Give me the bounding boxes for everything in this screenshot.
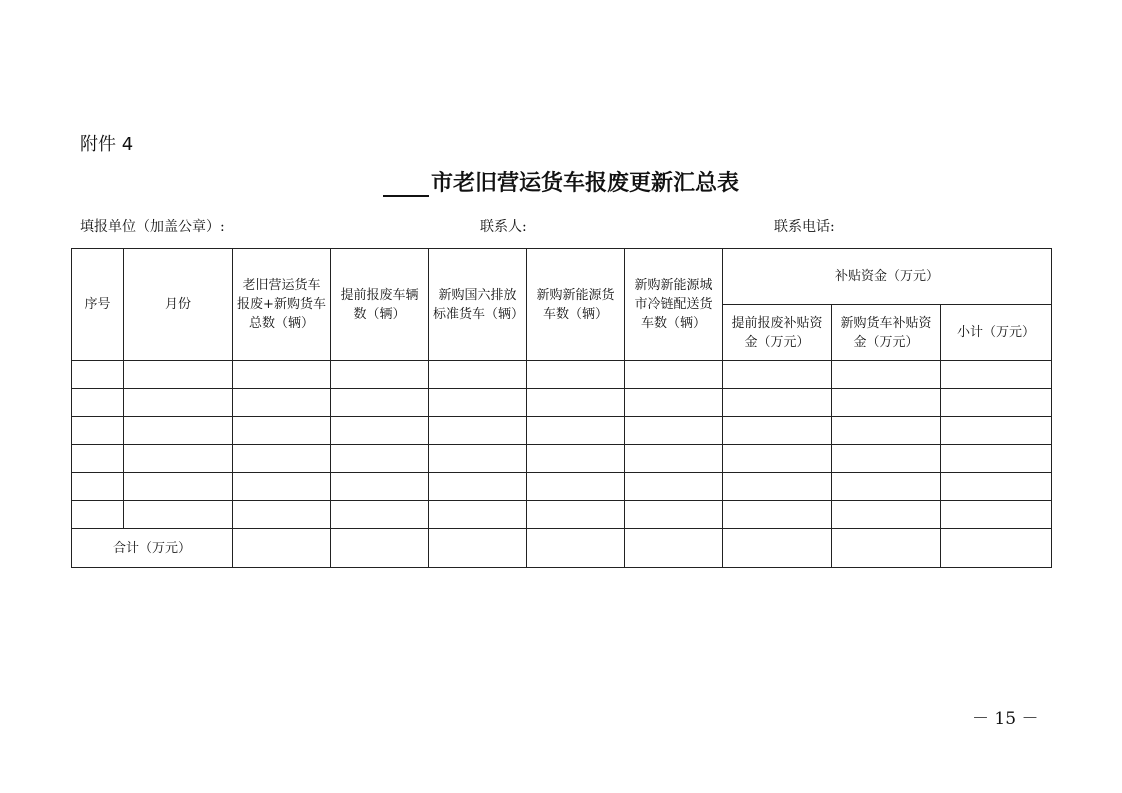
contact-phone-label: 联系电话: — [774, 219, 835, 235]
table-cell[interactable] — [527, 389, 625, 417]
table-cell[interactable] — [527, 361, 625, 389]
table-cell[interactable] — [625, 361, 723, 389]
table-cell[interactable] — [832, 361, 941, 389]
table-cell[interactable] — [124, 361, 233, 389]
attachment-label: 附件 4 — [80, 134, 134, 155]
total-label: 合计（万元） — [72, 529, 233, 568]
header-subsidy-early-scrap: 提前报废补贴资金（万元） — [723, 305, 832, 361]
table-cell[interactable] — [723, 445, 832, 473]
table-cell[interactable] — [527, 501, 625, 529]
header-subsidy-new-truck: 新购货车补贴资金（万元） — [832, 305, 941, 361]
table-cell[interactable] — [527, 473, 625, 501]
city-name-blank[interactable] — [383, 173, 429, 197]
table-cell[interactable] — [331, 501, 429, 529]
table-row — [72, 501, 1052, 529]
table-cell[interactable] — [527, 417, 625, 445]
table-cell[interactable] — [625, 501, 723, 529]
page-number: － 15 － — [972, 709, 1039, 729]
header-subtotal: 小计（万元） — [941, 305, 1052, 361]
table-cell[interactable] — [233, 389, 331, 417]
table-cell[interactable] — [331, 473, 429, 501]
table-cell[interactable] — [723, 361, 832, 389]
table-cell[interactable] — [941, 501, 1052, 529]
table-cell[interactable] — [233, 417, 331, 445]
table-row — [72, 473, 1052, 501]
table-cell[interactable] — [331, 389, 429, 417]
contact-person-label: 联系人: — [480, 219, 527, 235]
table-body — [72, 361, 1052, 529]
table-cell[interactable] — [527, 445, 625, 473]
table-cell[interactable] — [832, 501, 941, 529]
table-cell[interactable] — [331, 417, 429, 445]
filling-unit-label: 填报单位（加盖公章）: — [80, 219, 225, 235]
total-cell[interactable] — [429, 529, 527, 568]
table-cell[interactable] — [723, 417, 832, 445]
total-cell[interactable] — [941, 529, 1052, 568]
table-cell[interactable] — [723, 389, 832, 417]
table-cell[interactable] — [429, 473, 527, 501]
table-cell[interactable] — [124, 473, 233, 501]
table-row — [72, 445, 1052, 473]
table-cell[interactable] — [233, 473, 331, 501]
table-cell[interactable] — [941, 445, 1052, 473]
table-cell[interactable] — [331, 361, 429, 389]
table-cell[interactable] — [124, 445, 233, 473]
total-row — [72, 529, 1052, 568]
title-text: 市老旧营运货车报废更新汇总表 — [430, 170, 739, 196]
table-cell[interactable] — [429, 417, 527, 445]
table-cell[interactable] — [832, 445, 941, 473]
table-cell[interactable] — [832, 473, 941, 501]
table-cell[interactable] — [124, 501, 233, 529]
table-cell[interactable] — [941, 389, 1052, 417]
table-cell[interactable] — [72, 473, 124, 501]
header-new-energy-cold-chain: 新购新能源城市冷链配送货车数（辆） — [625, 249, 723, 361]
table-cell[interactable] — [941, 417, 1052, 445]
table-cell[interactable] — [72, 361, 124, 389]
header-total-vehicles: 老旧营运货车报废+新购货车总数（辆） — [233, 249, 331, 361]
table-cell[interactable] — [72, 501, 124, 529]
summary-table — [71, 248, 1052, 568]
header-seq: 序号 — [72, 249, 124, 361]
total-cell[interactable] — [723, 529, 832, 568]
table-cell[interactable] — [832, 417, 941, 445]
table-row — [72, 417, 1052, 445]
header-early-scrap: 提前报废车辆数（辆） — [331, 249, 429, 361]
table-cell[interactable] — [233, 361, 331, 389]
table-cell[interactable] — [625, 473, 723, 501]
table-cell[interactable] — [723, 473, 832, 501]
table-cell[interactable] — [941, 361, 1052, 389]
table-cell[interactable] — [72, 417, 124, 445]
document-title — [0, 166, 1122, 197]
table-cell[interactable] — [832, 389, 941, 417]
table-cell[interactable] — [429, 389, 527, 417]
table-cell[interactable] — [941, 473, 1052, 501]
table-cell[interactable] — [723, 501, 832, 529]
total-cell[interactable] — [331, 529, 429, 568]
total-cell[interactable] — [832, 529, 941, 568]
table-cell[interactable] — [72, 389, 124, 417]
table-cell[interactable] — [429, 501, 527, 529]
table-cell[interactable] — [233, 445, 331, 473]
table-cell[interactable] — [625, 417, 723, 445]
total-cell[interactable] — [527, 529, 625, 568]
table-cell[interactable] — [233, 501, 331, 529]
table-cell[interactable] — [625, 389, 723, 417]
header-month: 月份 — [124, 249, 233, 361]
header-row-top — [72, 249, 1052, 305]
table-row — [72, 361, 1052, 389]
header-new-energy: 新购新能源货车数（辆） — [527, 249, 625, 361]
header-subsidy-group: 补贴资金（万元） — [723, 249, 1052, 305]
table-cell[interactable] — [429, 445, 527, 473]
table-cell[interactable] — [72, 445, 124, 473]
total-cell[interactable] — [625, 529, 723, 568]
table-cell[interactable] — [625, 445, 723, 473]
table-cell[interactable] — [429, 361, 527, 389]
total-cell[interactable] — [233, 529, 331, 568]
table-cell[interactable] — [331, 445, 429, 473]
table-row — [72, 389, 1052, 417]
table-cell[interactable] — [124, 417, 233, 445]
header-new-gb6: 新购国六排放标准货车（辆） — [429, 249, 527, 361]
table-cell[interactable] — [124, 389, 233, 417]
